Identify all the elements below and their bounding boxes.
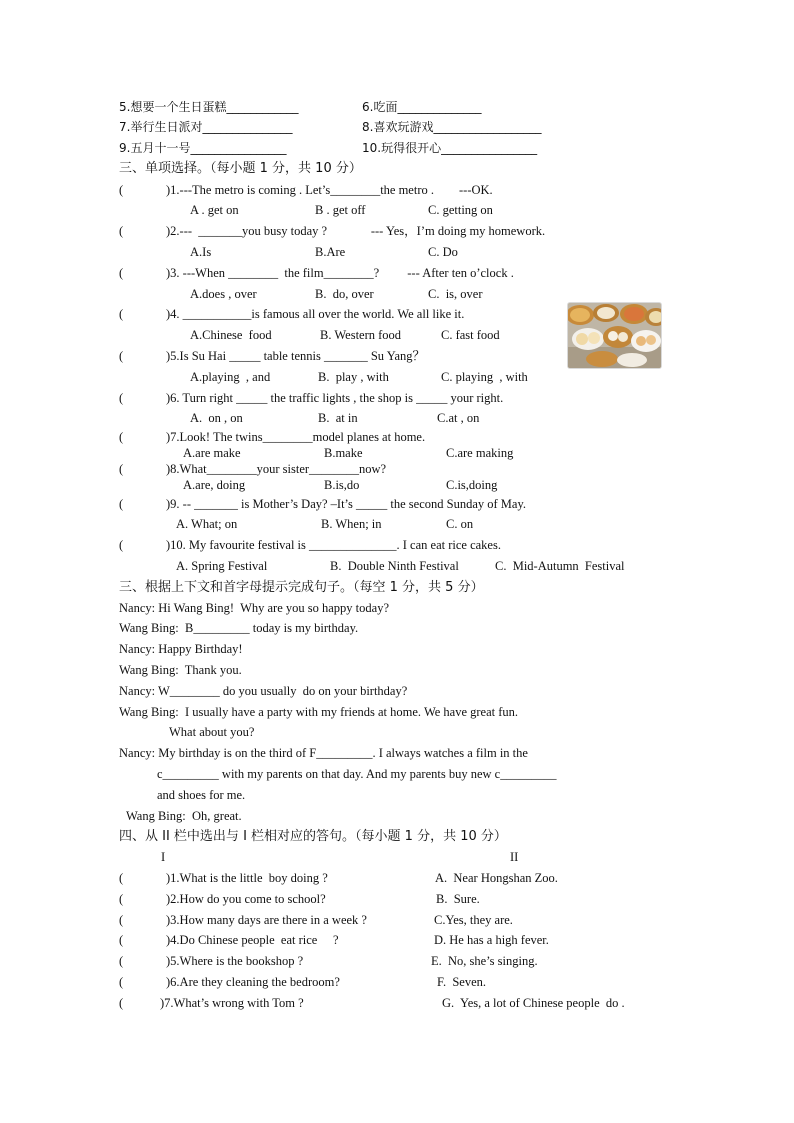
mc-option: C.at , on: [437, 411, 480, 425]
mc-option: B . get off: [315, 203, 366, 217]
dim-sum-illustration: [568, 303, 661, 368]
mc-question-1: )1.---The metro is coming . Let’s________the metro . ---OK.: [166, 183, 493, 197]
mc-option: B.is,do: [324, 478, 360, 492]
phrase-8: 8.喜欢玩游戏__________________: [362, 120, 542, 134]
mc-option: A. What; on: [176, 517, 238, 531]
mc-option: C. Mid-Autumn Festival: [495, 559, 625, 573]
mc-bracket: (: [119, 224, 124, 238]
column-label-ii: II: [510, 850, 519, 864]
match-answer-e: E. No, she’s singing.: [431, 954, 538, 968]
mc-option: C. playing , with: [441, 370, 528, 384]
mc-option: C.is,doing: [446, 478, 498, 492]
match-answer-b: B. Sure.: [436, 892, 480, 906]
mc-option: B. When; in: [321, 517, 382, 531]
dialogue-line: Wang Bing: Thank you.: [119, 663, 242, 677]
section-title-dialogue: 三、根据上下文和首字母提示完成句子。（每空 1 分，共 5 分）: [119, 580, 484, 595]
dialogue-line: and shoes for me.: [157, 788, 246, 802]
phrase-9: 9.五月十一号________________: [119, 141, 287, 155]
match-answer-c: C.Yes, they are.: [434, 913, 513, 927]
phrase-6: 6.吃面______________: [362, 100, 482, 114]
dialogue-line: Nancy: W________ do you usually do on your birthday?: [119, 684, 408, 698]
mc-option: B. Western food: [320, 328, 402, 342]
match-question-7: )7.What’s wrong with Tom ?: [160, 996, 304, 1010]
mc-bracket: (: [119, 391, 124, 405]
match-question-1: )1.What is the little boy doing ?: [166, 871, 328, 885]
phrase-5: 5.想要一个生日蛋糕____________: [119, 100, 299, 114]
section-title-multiple-choice: 三、单项选择。（每小题 1 分，共 10 分）: [119, 161, 362, 176]
match-answer-g: G. Yes, a lot of Chinese people do .: [442, 996, 625, 1010]
mc-option: B.make: [324, 446, 363, 460]
mc-option: A.are make: [183, 446, 241, 460]
dim-sum-photo: [567, 302, 662, 369]
mc-option: B. do, over: [315, 287, 374, 301]
match-question-3: )3.How many days are there in a week ?: [166, 913, 367, 927]
dialogue-line: Wang Bing: Oh, great.: [126, 809, 242, 823]
dialogue-line: Wang Bing: I usually have a party with my friends at home. We have great fun.: [119, 705, 519, 719]
mc-question-2: )2.--- _______you busy today ? --- Yes，I’m doing my homework.: [166, 224, 546, 238]
dialogue-line: What about you?: [169, 725, 255, 739]
match-question-4: )4.Do Chinese people eat rice ?: [166, 933, 339, 947]
dialogue-line: Nancy: My birthday is on the third of F_________. I always watches a film in the: [119, 746, 528, 760]
mc-option: C. fast food: [441, 328, 500, 342]
match-answer-f: F. Seven.: [437, 975, 486, 989]
mc-bracket: (: [119, 307, 124, 321]
match-bracket: (: [119, 871, 124, 885]
mc-bracket: (: [119, 497, 124, 511]
dialogue-line: Nancy: Happy Birthday!: [119, 642, 243, 656]
section-title-matching: 四、从 II 栏中选出与 I 栏相对应的答句。（每小题 1 分，共 10 分）: [119, 829, 507, 844]
mc-option: A.Is: [190, 245, 212, 259]
dialogue-line: Nancy: Hi Wang Bing! Why are you so happy today?: [119, 601, 390, 615]
mc-option: A.does , over: [190, 287, 257, 301]
mc-option: A.are, doing: [183, 478, 246, 492]
phrase-10: 10.玩得很开心________________: [362, 141, 538, 155]
dialogue-line: Wang Bing: B_________ today is my birthday.: [119, 621, 359, 635]
mc-bracket: (: [119, 538, 124, 552]
dialogue-line: c_________ with my parents on that day. And my parents buy new c_________: [157, 767, 557, 781]
mc-bracket: (: [119, 266, 124, 280]
match-question-6: )6.Are they cleaning the bedroom?: [166, 975, 340, 989]
match-answer-d: D. He has a high fever.: [434, 933, 549, 947]
match-question-2: )2.How do you come to school?: [166, 892, 326, 906]
mc-question-3: )3. ---When ________ the film________? --- After ten o’clock .: [166, 266, 514, 280]
mc-option: C.are making: [446, 446, 514, 460]
mc-option: A. Spring Festival: [176, 559, 268, 573]
mc-option: B. at in: [318, 411, 358, 425]
mc-option: A.Chinese food: [190, 328, 272, 342]
phrase-7: 7.举行生日派对_______________: [119, 120, 293, 134]
mc-option: A . get on: [190, 203, 239, 217]
mc-question-7: )7.Look! The twins________model planes at home.: [166, 430, 426, 444]
mc-option: C. getting on: [428, 203, 493, 217]
match-bracket: (: [119, 933, 124, 947]
match-bracket: (: [119, 892, 124, 906]
mc-bracket: (: [119, 462, 124, 476]
match-bracket: (: [119, 975, 124, 989]
mc-bracket: (: [119, 430, 124, 444]
match-bracket: (: [119, 913, 124, 927]
mc-question-10: )10. My favourite festival is ______________. I can eat rice cakes.: [166, 538, 501, 552]
column-label-i: I: [161, 850, 166, 864]
mc-bracket: (: [119, 349, 124, 363]
mc-question-5: )5.Is Su Hai _____ table tennis _______ Su Yang？: [166, 349, 426, 363]
mc-option: C. on: [446, 517, 474, 531]
mc-option: B. play , with: [318, 370, 389, 384]
mc-option: C. is, over: [428, 287, 483, 301]
mc-option: C. Do: [428, 245, 458, 259]
mc-question-8: )8.What________your sister________now?: [166, 462, 387, 476]
match-bracket: (: [119, 996, 124, 1010]
mc-option: B.Are: [315, 245, 346, 259]
mc-bracket: (: [119, 183, 124, 197]
mc-option: B. Double Ninth Festival: [330, 559, 459, 573]
match-answer-a: A. Near Hongshan Zoo.: [435, 871, 558, 885]
match-bracket: (: [119, 954, 124, 968]
mc-option: A.playing , and: [190, 370, 271, 384]
mc-option: A. on , on: [190, 411, 243, 425]
mc-question-9: )9. -- _______ is Mother’s Day? –It’s _____ the second Sunday of May.: [166, 497, 527, 511]
mc-question-4: )4. ___________is famous all over the world. We all like it.: [166, 307, 465, 321]
mc-question-6: )6. Turn right _____ the traffic lights , the shop is _____ your right.: [166, 391, 504, 405]
match-question-5: )5.Where is the bookshop ?: [166, 954, 304, 968]
